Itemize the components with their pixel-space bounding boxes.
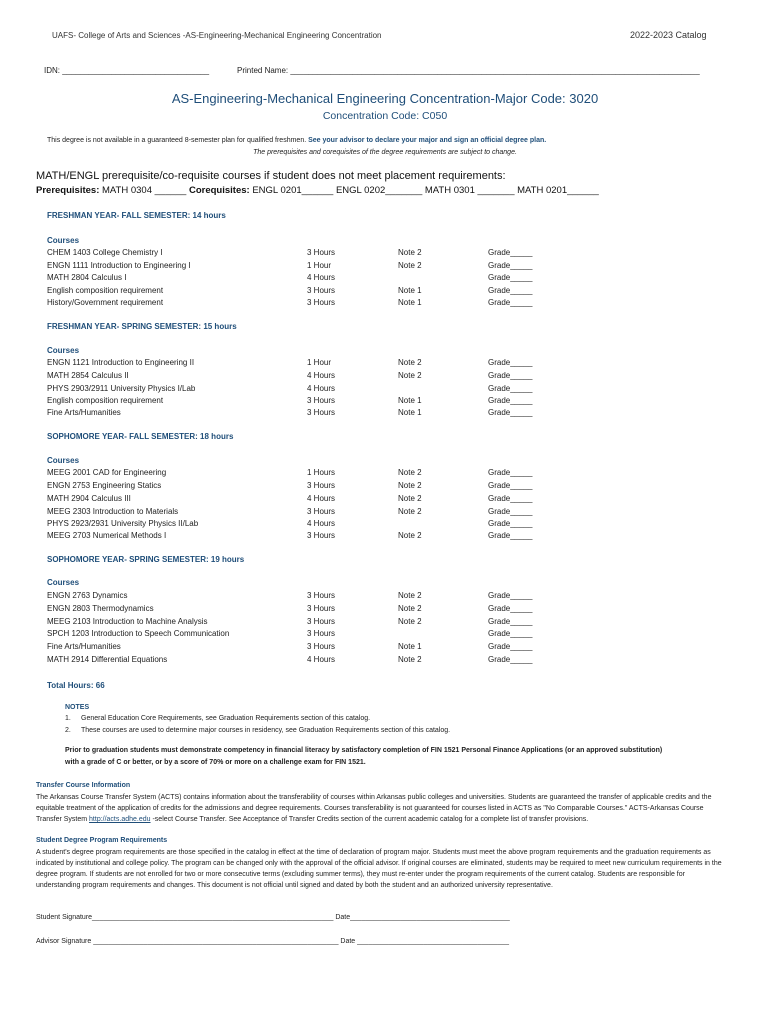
course-row [47, 507, 567, 519]
course-grade[interactable]: Grade_____ [488, 629, 533, 638]
course-name: MEEG 2303 Introduction to Materials [47, 507, 179, 516]
course-hours: 3 Hours [307, 617, 336, 626]
note-2: These courses are used to determine major courses in residency, see Graduation Requirements section of this catalog. [81, 727, 451, 734]
course-grade[interactable]: Grade_____ [488, 408, 533, 417]
course-hours: 4 Hours [307, 273, 336, 282]
course-note: Note 2 [398, 248, 422, 257]
course-grade[interactable]: Grade_____ [488, 396, 533, 405]
course-hours: 3 Hours [307, 629, 336, 638]
course-hours: 4 Hours [307, 519, 336, 528]
course-grade[interactable]: Grade_____ [488, 298, 533, 307]
course-grade[interactable]: Grade_____ [488, 519, 533, 528]
course-row [47, 408, 567, 420]
course-hours: 4 Hours [307, 494, 336, 503]
course-name: ENGN 2763 Dynamics [47, 591, 128, 600]
course-note: Note 2 [398, 531, 422, 540]
course-name: CHEM 1403 College Chemistry I [47, 248, 163, 257]
course-grade[interactable]: Grade_____ [488, 273, 533, 282]
course-row [47, 591, 567, 603]
course-name: MEEG 2703 Numerical Methods I [47, 531, 167, 540]
course-note: Note 2 [398, 468, 422, 477]
course-grade[interactable]: Grade_____ [488, 617, 533, 626]
course-note: Note 2 [398, 507, 422, 516]
course-hours: 3 Hours [307, 286, 336, 295]
transfer-title: Transfer Course Information [36, 782, 131, 789]
course-grade[interactable]: Grade_____ [488, 384, 533, 393]
course-name: MEEG 2001 CAD for Engineering [47, 468, 167, 477]
disclaimer-advisor-note: See your advisor to declare your major and sign an official degree plan. [308, 137, 547, 144]
course-name: MATH 2854 Calculus II [47, 371, 129, 380]
course-row [47, 286, 567, 298]
course-row [47, 494, 567, 506]
prereq-value: MATH 0304 ______ [102, 185, 187, 196]
courses-label: Courses [47, 456, 80, 465]
course-hours: 3 Hours [307, 481, 336, 490]
financial-literacy-line-2: with a grade of C or better, or by a score of 70% or more on a challenge exam for FIN 1521. [65, 759, 366, 766]
printed-name-field[interactable]: Printed Name: ____________________________________________________________________________________________ [237, 66, 700, 75]
course-name: MATH 2914 Differential Equations [47, 655, 168, 664]
course-name: MATH 2904 Calculus III [47, 494, 131, 503]
course-hours: 3 Hours [307, 248, 336, 257]
courses-label: Courses [47, 236, 80, 245]
degree-requirements-text: A student's degree program requirements are those specified in the catalog in effect at the time of declaration of program major. Students must meet the above program requirements and the graduation requirements as indicated by institutional and college policy. The program can be changed only with the approval of the official advisor. If original courses are eliminated, students may be required to meet new curriculum requirements in the degree program. If students are not enrolled for two or more consecutive terms (excluding summer terms), they must re-enter under the program requirements of the current catalog. Students are responsible for understanding program requirements and changes. This document is not official until signed and dated by both the student and an authorized university representative. [36, 849, 722, 889]
semester-title: FRESHMAN YEAR- SPRING SEMESTER: 15 hours [47, 322, 237, 331]
course-hours: 1 Hour [307, 261, 332, 270]
course-name: History/Government requirement [47, 298, 164, 307]
page-title: AS-Engineering-Mechanical Engineering Concentration-Major Code: 3020 [171, 91, 599, 106]
concentration-code: Concentration Code: C050 [322, 110, 448, 122]
prereq-line [36, 185, 599, 196]
disclaimer-subject-change: The prerequisites and corequisites of the degree requirements are subject to change. [253, 149, 517, 156]
course-row [47, 531, 567, 543]
course-note: Note 2 [398, 591, 422, 600]
coreq-value: ENGL 0201______ ENGL 0202_______ MATH 0301 _______ MATH 0201______ [252, 185, 599, 196]
course-note: Note 2 [398, 655, 422, 664]
courses-label: Courses [47, 578, 80, 587]
financial-literacy-line-1: Prior to graduation students must demonstrate competency in financial literacy by satisfactory completion of FIN 1521 Personal Finance Applications (or an approved substitution) [65, 747, 663, 754]
course-grade[interactable]: Grade_____ [488, 286, 533, 295]
course-row [47, 273, 567, 285]
course-grade[interactable]: Grade_____ [488, 481, 533, 490]
course-grade[interactable]: Grade_____ [488, 591, 533, 600]
course-row [47, 371, 567, 383]
course-note: Note 2 [398, 617, 422, 626]
course-row [47, 298, 567, 310]
note-1: General Education Core Requirements, see Graduation Requirements section of this catalog. [81, 715, 371, 722]
course-note: Note 2 [398, 371, 422, 380]
course-grade[interactable]: Grade_____ [488, 642, 533, 651]
course-hours: 3 Hours [307, 507, 336, 516]
total-hours: Total Hours: 66 [47, 681, 105, 690]
course-grade[interactable]: Grade_____ [488, 494, 533, 503]
student-signature-line[interactable]: Student Signature______________________________________________________________ Date_________________________________________ [36, 914, 510, 921]
course-note: Note 1 [398, 642, 422, 651]
catalog-header-left: UAFS- College of Arts and Sciences -AS-Engineering-Mechanical Engineering Concentration [52, 31, 382, 40]
course-hours: 3 Hours [307, 408, 336, 417]
degree-requirements-title: Student Degree Program Requirements [36, 837, 168, 844]
note-1-number: 1. [65, 715, 71, 722]
course-row [47, 396, 567, 408]
catalog-header-right: 2022-2023 Catalog [630, 30, 707, 40]
course-name: SPCH 1203 Introduction to Speech Communication [47, 629, 230, 638]
course-note: Note 1 [398, 396, 422, 405]
course-name: ENGN 2803 Thermodynamics [47, 604, 154, 613]
semester-title: SOPHOMORE YEAR- SPRING SEMESTER: 19 hours [47, 555, 245, 564]
course-note: Note 1 [398, 298, 422, 307]
disclaimer-line [47, 137, 546, 144]
course-hours: 1 Hours [307, 468, 336, 477]
acts-link[interactable]: http://acts.adhe.edu [89, 816, 151, 823]
course-grade[interactable]: Grade_____ [488, 531, 533, 540]
courses-label: Courses [47, 346, 80, 355]
disclaimer-text: This degree is not available in a guaranteed 8-semester plan for qualified freshmen. [47, 137, 309, 144]
course-row [47, 468, 567, 480]
course-hours: 3 Hours [307, 531, 336, 540]
prereq-heading: MATH/ENGL prerequisite/co-requisite courses if student does not meet placement requirements: [36, 170, 506, 182]
course-row [47, 655, 567, 667]
course-grade[interactable]: Grade_____ [488, 507, 533, 516]
idn-field[interactable]: IDN: _________________________________ [44, 66, 210, 75]
transfer-text [36, 792, 726, 825]
prereq-label: Prerequisites: [36, 185, 100, 196]
course-name: ENGN 1121 Introduction to Engineering II [47, 358, 195, 367]
course-note: Note 1 [398, 408, 422, 417]
note-2-number: 2. [65, 727, 71, 734]
course-name: PHYS 2903/2911 University Physics I/Lab [47, 384, 196, 393]
course-row [47, 617, 567, 629]
course-name: Fine Arts/Humanities [47, 642, 121, 651]
course-note: Note 1 [398, 286, 422, 295]
course-grade[interactable]: Grade_____ [488, 655, 533, 664]
course-grade[interactable]: Grade_____ [488, 468, 533, 477]
course-row [47, 261, 567, 273]
course-name: MATH 2804 Calculus I [47, 273, 127, 282]
semester-title: FRESHMAN YEAR- FALL SEMESTER: 14 hours [47, 211, 226, 220]
course-row [47, 248, 567, 260]
course-note: Note 2 [398, 481, 422, 490]
course-name: PHYS 2923/2931 University Physics II/Lab [47, 519, 199, 528]
course-hours: 3 Hours [307, 396, 336, 405]
course-grade[interactable]: Grade_____ [488, 604, 533, 613]
course-row [47, 481, 567, 493]
course-name: MEEG 2103 Introduction to Machine Analysis [47, 617, 208, 626]
course-name: Fine Arts/Humanities [47, 408, 121, 417]
course-note: Note 2 [398, 358, 422, 367]
course-hours: 1 Hour [307, 358, 332, 367]
course-name: ENGN 2753 Engineering Statics [47, 481, 162, 490]
course-hours: 3 Hours [307, 591, 336, 600]
course-hours: 3 Hours [307, 604, 336, 613]
notes-title: NOTES [65, 704, 90, 711]
course-row [47, 629, 567, 641]
course-hours: 4 Hours [307, 655, 336, 664]
course-hours: 3 Hours [307, 642, 336, 651]
course-row [47, 384, 567, 396]
course-grade[interactable]: Grade_____ [488, 358, 533, 367]
course-note: Note 2 [398, 261, 422, 270]
course-grade[interactable]: Grade_____ [488, 248, 533, 257]
coreq-label: Corequisites: [188, 185, 250, 196]
course-name: English composition requirement [47, 286, 164, 295]
course-grade[interactable]: Grade_____ [488, 261, 533, 270]
course-hours: 3 Hours [307, 298, 336, 307]
course-grade[interactable]: Grade_____ [488, 371, 533, 380]
course-name: ENGN 1111 Introduction to Engineering I [47, 261, 191, 270]
transfer-text-part-2: -select Course Transfer. See Acceptance of Transfer Credits section of the current academic catalog for a complete list of transfer provisions. [150, 816, 589, 823]
course-hours: 4 Hours [307, 371, 336, 380]
course-name: English composition requirement [47, 396, 164, 405]
course-row [47, 519, 567, 531]
semester-title: SOPHOMORE YEAR- FALL SEMESTER: 18 hours [47, 432, 234, 441]
course-row [47, 604, 567, 616]
course-note: Note 2 [398, 494, 422, 503]
transfer-text-part-1: The Arkansas Course Transfer System (ACTS) contains information about the transferability of courses within Arkansas public colleges and universities. Students are guaranteed the transfer of applicable credits and the equitable treatment of the application of credits for the admissions and degree requirements. Courses transferability is not guaranteed for courses listed in ACTS as "No Comparable Courses." ACTS-Arkansas Course Transfer System [36, 794, 712, 823]
course-row [47, 358, 567, 370]
course-note: Note 2 [398, 604, 422, 613]
advisor-signature-line[interactable]: Advisor Signature _______________________________________________________________ Date _______________________________________ [36, 938, 509, 945]
course-hours: 4 Hours [307, 384, 336, 393]
course-row [47, 642, 567, 654]
